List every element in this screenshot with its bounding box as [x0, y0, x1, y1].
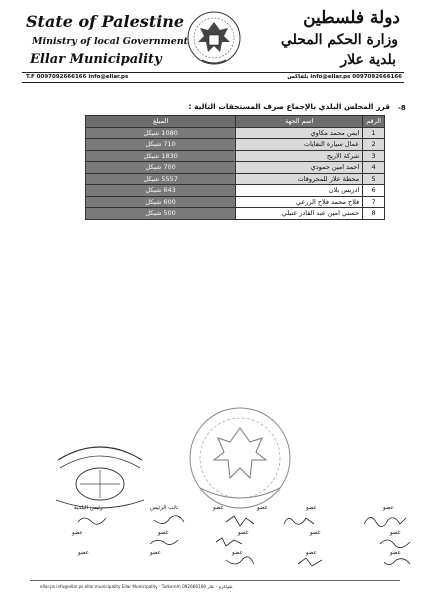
row-amount: 710 شيكل [86, 139, 236, 151]
signature-icon [222, 512, 262, 532]
signature-icon [380, 554, 416, 570]
signature-icon [150, 512, 190, 530]
row-num: 6 [363, 185, 385, 197]
signature-icon [360, 510, 410, 532]
role-label: عضو [390, 550, 401, 556]
role-label: عضو [306, 505, 317, 511]
state-title-en: State of Palestine [26, 12, 185, 31]
role-label: عضو [158, 530, 169, 536]
row-num: 8 [363, 208, 385, 220]
table-row [86, 150, 385, 162]
palestine-emblem-icon [178, 8, 250, 72]
table-row [86, 127, 385, 139]
ministry-title-ar: وزارة الحكم المحلي [280, 32, 398, 48]
municipality-title-en: Ellar Municipality [30, 52, 162, 67]
row-num: 1 [363, 127, 385, 139]
role-label: عضو [213, 505, 224, 511]
row-num: 4 [363, 162, 385, 174]
contact-right: info@ellar.ps 0097092666166 تلفاكس [287, 74, 402, 80]
role-label: نائب الرئيس [150, 505, 179, 511]
row-amount: 1830 شيكل [86, 150, 236, 162]
row-name: شركة الاريج [236, 150, 363, 162]
row-amount: 5557 شيكل [86, 173, 236, 185]
header-name: اسم الجهة [236, 116, 363, 128]
row-amount: 643 شيكل [86, 185, 236, 197]
row-name: ايمن محمد مكاوي [236, 127, 363, 139]
role-label: عضو [383, 505, 394, 511]
role-label: عضو [78, 550, 89, 556]
table-row [86, 139, 385, 151]
footer-contact: ellar.ps info@ellar.ps ellar.municipality Ellar Municipality - Tulkarem 092666166 طولكرم - علار [40, 584, 233, 589]
row-amount: 700 شيكل [86, 162, 236, 174]
signature-icon [376, 534, 416, 550]
table-header-row [86, 116, 385, 128]
header-rule-bottom [22, 82, 404, 83]
role-label: رئيس البلدية [74, 505, 103, 511]
row-num: 2 [363, 139, 385, 151]
official-stamp-icon [170, 398, 310, 518]
header-num: الرقم [363, 116, 385, 128]
item-text: قرر المجلس البلدي بالإجماع صرف المستحقات التالية : [188, 102, 390, 111]
row-name: احمد امين حمودي [236, 162, 363, 174]
item-number: -8 [398, 104, 406, 112]
table-row [86, 208, 385, 220]
row-num: 7 [363, 196, 385, 208]
header-rule-top [22, 72, 404, 73]
signature-icon [294, 554, 330, 570]
payments-table [85, 115, 385, 220]
row-amount: 1080 شيكل [86, 127, 236, 139]
role-label: عضو [232, 550, 243, 556]
municipality-title-ar: بلدية علار [340, 52, 396, 68]
row-name: ادريس بلان [236, 185, 363, 197]
table-row [86, 185, 385, 197]
table-row [86, 173, 385, 185]
role-label: عضو [257, 505, 268, 511]
row-amount: 500 شيكل [86, 208, 236, 220]
header-amount: المبلغ [86, 116, 236, 128]
row-num: 5 [363, 173, 385, 185]
state-title-ar: دولة فلسطين [303, 8, 400, 28]
role-label: عضو [150, 550, 161, 556]
role-label: عضو [310, 530, 321, 536]
table-row [86, 196, 385, 208]
signature-icon [212, 534, 248, 550]
row-name: فلاح محمد فلاح الزرعي [236, 196, 363, 208]
ministry-title-en: Ministry of local Government [32, 36, 189, 47]
role-label: عضو [72, 530, 83, 536]
contact-left: T.F 0097092666166 info@ellar.ps [26, 74, 129, 80]
row-name: عمال سيارة النفايات [236, 139, 363, 151]
footer-rule [30, 580, 400, 581]
row-amount: 600 شيكل [86, 196, 236, 208]
row-name: حسني امين عبد القادر عتيلي [236, 208, 363, 220]
role-label: عضو [306, 550, 317, 556]
row-name: محطة علار للمحروقات [236, 173, 363, 185]
signature-icon [74, 512, 114, 530]
signature-icon [280, 512, 320, 530]
row-num: 3 [363, 150, 385, 162]
signature-icon [222, 554, 258, 570]
table-row [86, 162, 385, 174]
role-label: عضو [238, 530, 249, 536]
signature-icon [146, 534, 186, 550]
role-label: عضو [390, 530, 401, 536]
